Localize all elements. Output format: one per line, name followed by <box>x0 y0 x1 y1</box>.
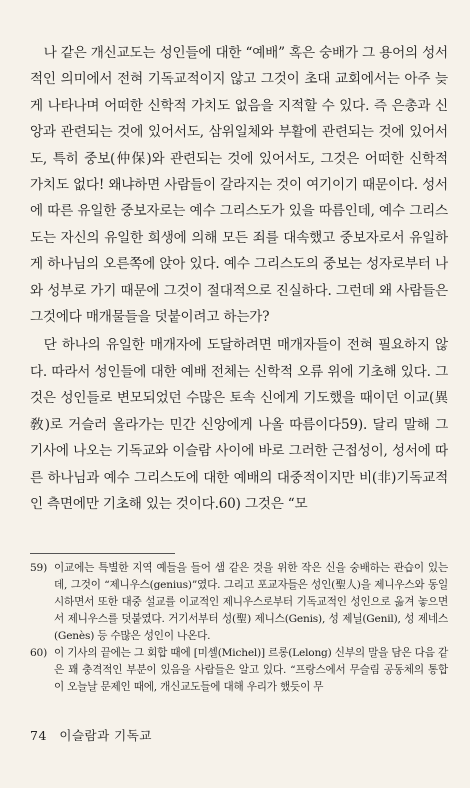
body-text <box>30 40 448 517</box>
footnote-60 <box>30 645 448 696</box>
footnote-number: 59) <box>30 562 48 574</box>
footnote-divider <box>30 553 175 554</box>
footnotes <box>30 560 448 696</box>
paragraph-2: 단 하나의 유일한 매개자에 도달하려면 매개자들이 전혀 필요하지 않다. 따라서 성인들에 대한 예배 전체는 신학적 오류 위에 기초해 있다. 그것은 성인들로 변모되었던 수많은 토속 신에게 기도했을 때이던 이교(異敎)로 거슬러 올라가는 민간 신앙에게 나올 따름이다59). 달리 말해 그 기사에 나오는 기독교와 이슬람 사이에 바로 그러한 근접성이, 성서에 따른 하나님과 예수 그리스도에 대한 예배의 대중적이지만 비(非)기독교적인 측면에만 기초해 있는 것이다.60) 그것은 “모 <box>30 337 448 512</box>
page-footer <box>30 726 152 744</box>
footnote-59 <box>30 560 448 645</box>
footnote-number: 60) <box>30 647 48 659</box>
footnote-text: 이교에는 특별한 지역 예들을 들어 샘 같은 것을 위한 작은 신을 숭배하는 관습이 있는데, 그것이 “제니우스(genius)”였다. 그리고 포교자들은 성인(聖人)을 제니우스와 동일시하면서 또한 대중 설교를 이교적인 제니우스로부터 기독교적인 성인으로 옮겨 놓으면서 제니우스를 덧붙였다. 거기서부터 성(聖) 제니스(Genis), 성 제닐(Genil), 성 제네스(Genès) 등 수많은 성인이 나온다. <box>54 562 448 642</box>
paragraph-1: 나 같은 개신교도는 성인들에 대한 “예배” 혹은 숭배가 그 용어의 성서적인 의미에서 전혀 기독교적이지 않고 그것이 초대 교회에서는 아주 늦게 나타나며 어떠한 신학적 가치도 없음을 지적할 수 있다. 즉 은총과 신앙과 관련되는 것에 있어서도, 삼위일체와 부활에 관련되는 것에 있어서도, 특히 중보(仲保)와 관련되는 것에 있어서도, 그것은 어떠한 신학적 가치도 없다! 왜냐하면 사람들이 갈라지는 것이 여기이기 때문이다. 성서에 따른 유일한 중보자로는 예수 그리스도가 있을 따름인데, 예수 그리스도는 자신의 유일한 희생에 의해 모든 죄를 대속했고 중보자로서 유일하게 하나님의 오른쪽에 앉아 있다. 예수 그리스도의 중보는 성자로부터 나와 성부로 가기 때문에 그것이 절대적으로 진실하다. 그런데 왜 사람들은 그것에다 매개물들을 덧붙이려고 하는가? <box>30 45 448 326</box>
running-title: 이슬람과 기독교 <box>59 728 152 743</box>
footnote-text: 이 기사의 끝에는 그 회합 때에 [미셸(Michel)] 르롱(Lelong) 신부의 말을 담은 다음 같은 꽤 충격적인 부분이 있음을 사람들은 알고 있다. “프랑스에서 무슬림 공동체의 통합이 오늘날 문제인 때에, 개신교도들에 대해 우리가 했듯이 무 <box>54 647 448 693</box>
page-number: 74 <box>30 728 47 743</box>
